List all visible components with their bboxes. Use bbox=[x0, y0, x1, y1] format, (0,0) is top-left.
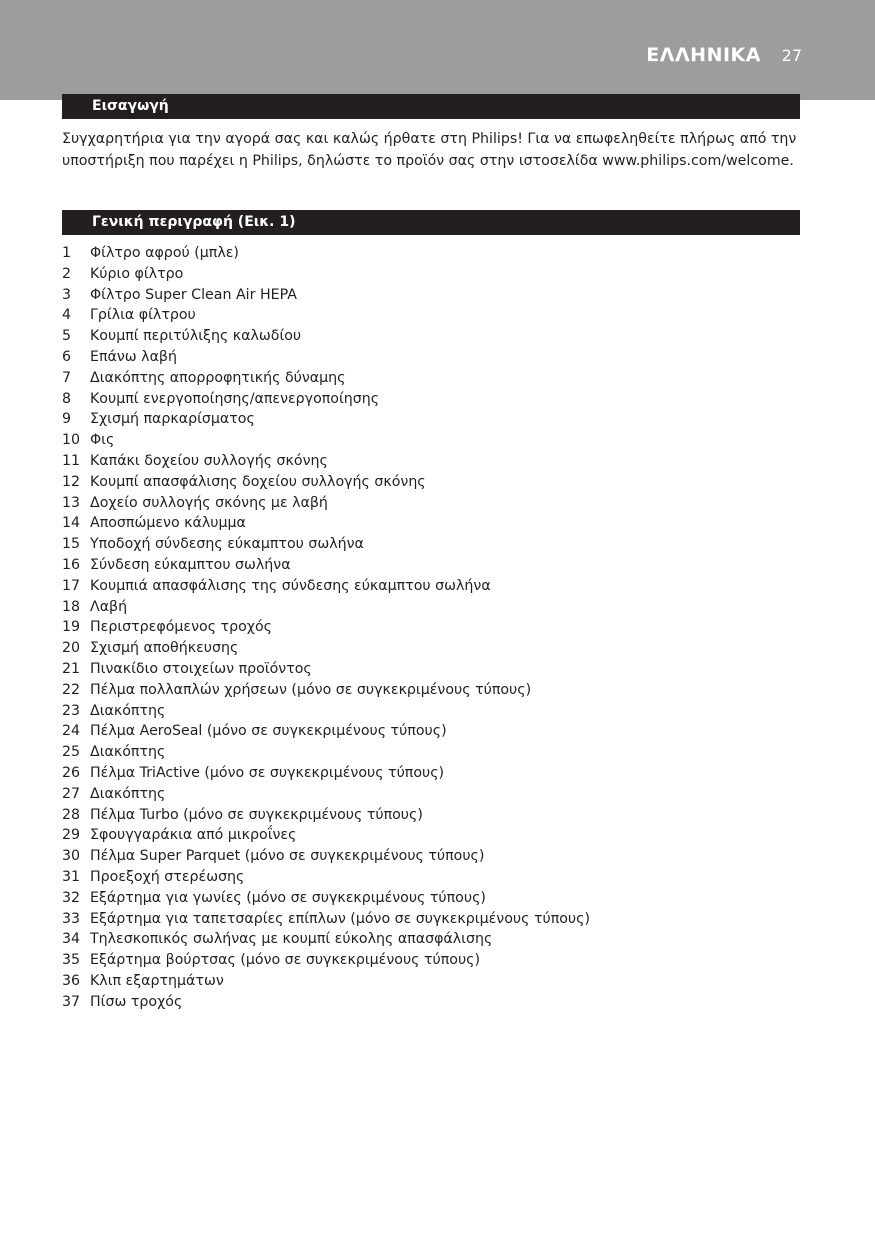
item-number: 25 bbox=[62, 744, 81, 761]
item-text: Αποσπώμενο κάλυμμα bbox=[90, 515, 246, 532]
item-text: Πινακίδιο στοιχείων προϊόντος bbox=[90, 660, 312, 677]
list-item bbox=[62, 576, 800, 597]
item-number: 9 bbox=[62, 411, 72, 428]
item-text: Σχισμή παρκαρίσματος bbox=[90, 411, 255, 428]
item-number: 3 bbox=[62, 286, 72, 303]
item-text: Πέλμα πολλαπλών χρήσεων (μόνο σε συγκεκριμένους τύπους) bbox=[90, 681, 532, 698]
list-item bbox=[62, 867, 800, 888]
item-number: 17 bbox=[62, 577, 81, 594]
list-item bbox=[62, 846, 800, 867]
item-text: Φίλτρο Super Clean Air HEPA bbox=[90, 286, 297, 303]
item-text: Φίλτρο αφρού (μπλε) bbox=[90, 245, 239, 261]
list-item bbox=[62, 472, 800, 493]
list-item bbox=[62, 285, 800, 306]
list-item bbox=[62, 389, 800, 410]
item-text: Προεξοχή στερέωσης bbox=[90, 868, 245, 885]
item-text: Περιστρεφόμενος τροχός bbox=[90, 619, 272, 636]
item-number: 34 bbox=[62, 931, 81, 948]
list-item bbox=[62, 950, 800, 971]
item-text: Διακόπτης bbox=[90, 785, 166, 802]
item-text: Κλιπ εξαρτημάτων bbox=[90, 972, 224, 989]
item-text: Δοχείο συλλογής σκόνης με λαβή bbox=[90, 494, 328, 511]
item-text: Κουμπιά απασφάλισης της σύνδεσης εύκαμπτου σωλήνα bbox=[90, 577, 491, 594]
item-text: Κουμπί απασφάλισης δοχείου συλλογής σκόνης bbox=[90, 473, 426, 490]
list-item bbox=[62, 909, 800, 930]
list-item bbox=[62, 742, 800, 763]
item-text: Σχισμή αποθήκευσης bbox=[90, 640, 239, 657]
list-item bbox=[62, 368, 800, 389]
item-text: Φις bbox=[90, 432, 115, 449]
list-item bbox=[62, 825, 800, 846]
item-text: Πέλμα Turbo (μόνο σε συγκεκριμένους τύπους) bbox=[90, 806, 423, 823]
list-item bbox=[62, 305, 800, 326]
item-text: Διακόπτης bbox=[90, 702, 166, 719]
list-item bbox=[62, 451, 800, 472]
list-item bbox=[62, 534, 800, 555]
item-number: 4 bbox=[62, 307, 72, 324]
list-item bbox=[62, 805, 800, 826]
item-number: 30 bbox=[62, 848, 81, 865]
item-text: Κύριο φίλτρο bbox=[90, 265, 184, 282]
item-number: 6 bbox=[62, 348, 72, 365]
list-item bbox=[62, 659, 800, 680]
item-text: Υποδοχή σύνδεσης εύκαμπτου σωλήνα bbox=[90, 536, 364, 553]
item-text: Κουμπί ενεργοποίησης/απενεργοποίησης bbox=[90, 390, 380, 407]
list-item bbox=[62, 347, 800, 368]
item-number: 15 bbox=[62, 536, 81, 553]
item-text: Πέλμα Super Parquet (μόνο σε συγκεκριμένους τύπους) bbox=[90, 848, 485, 865]
list-item bbox=[62, 784, 800, 805]
language-label: ΕΛΛΗΝΙΚΑ bbox=[646, 44, 761, 66]
list-item bbox=[62, 264, 800, 285]
item-number: 37 bbox=[62, 993, 81, 1010]
list-item bbox=[62, 513, 800, 534]
item-text: Διακόπτης απορροφητικής δύναμης bbox=[90, 369, 346, 386]
item-number: 29 bbox=[62, 827, 81, 844]
item-number: 10 bbox=[62, 432, 81, 449]
item-number: 1 bbox=[62, 245, 72, 261]
item-number: 36 bbox=[62, 972, 81, 989]
item-text: Επάνω λαβή bbox=[90, 348, 177, 365]
item-number: 33 bbox=[62, 910, 81, 927]
item-text: Λαβή bbox=[90, 598, 128, 615]
list-item bbox=[62, 243, 800, 264]
list-item bbox=[62, 888, 800, 909]
item-number: 31 bbox=[62, 868, 81, 885]
item-text: Πέλμα AeroSeal (μόνο σε συγκεκριμένους τύπους) bbox=[90, 723, 447, 740]
list-item bbox=[62, 763, 800, 784]
list-item bbox=[62, 701, 800, 722]
header-band bbox=[0, 0, 875, 100]
list-item bbox=[62, 992, 800, 1013]
item-number: 23 bbox=[62, 702, 81, 719]
item-text: Εξάρτημα βούρτσας (μόνο σε συγκεκριμένους τύπους) bbox=[90, 952, 481, 969]
list-item bbox=[62, 721, 800, 742]
item-number: 16 bbox=[62, 556, 81, 573]
item-number: 2 bbox=[62, 265, 72, 282]
item-number: 26 bbox=[62, 764, 81, 781]
page-number: 27 bbox=[781, 46, 802, 65]
item-number: 11 bbox=[62, 452, 81, 469]
section-heading-intro: Εισαγωγή bbox=[62, 94, 800, 119]
item-text: Πέλμα TriActive (μόνο σε συγκεκριμένους τύπους) bbox=[90, 764, 445, 781]
list-item bbox=[62, 971, 800, 992]
list-item bbox=[62, 929, 800, 950]
list-item bbox=[62, 617, 800, 638]
item-number: 13 bbox=[62, 494, 81, 511]
item-number: 8 bbox=[62, 390, 72, 407]
parts-list bbox=[62, 243, 800, 1012]
item-text: Εξάρτημα για ταπετσαρίες επίπλων (μόνο σε συγκεκριμένους τύπους) bbox=[90, 910, 590, 927]
item-number: 7 bbox=[62, 369, 72, 386]
item-number: 24 bbox=[62, 723, 81, 740]
intro-paragraph: Συγχαρητήρια για την αγορά σας και καλώς ήρθατε στη Philips! Για να επωφεληθείτε πλήρως από την υποστήριξη που παρέχει η Philips, δηλώστε το προϊόν σας στην ιστοσελίδα www.philips.com/welcome. bbox=[62, 131, 797, 169]
item-number: 28 bbox=[62, 806, 81, 823]
item-number: 19 bbox=[62, 619, 81, 636]
item-text: Πίσω τροχός bbox=[90, 993, 183, 1010]
item-number: 18 bbox=[62, 598, 81, 615]
list-item bbox=[62, 430, 800, 451]
list-item bbox=[62, 638, 800, 659]
item-text: Κουμπί περιτύλιξης καλωδίου bbox=[90, 328, 302, 345]
item-text: Τηλεσκοπικός σωλήνας με κουμπί εύκολης απασφάλισης bbox=[90, 931, 493, 948]
item-number: 20 bbox=[62, 640, 81, 657]
item-text: Σύνδεση εύκαμπτου σωλήνα bbox=[90, 556, 291, 573]
item-text: Διακόπτης bbox=[90, 744, 166, 761]
list-item bbox=[62, 597, 800, 618]
item-number: 22 bbox=[62, 681, 81, 698]
item-number: 12 bbox=[62, 473, 81, 490]
item-number: 21 bbox=[62, 660, 81, 677]
item-number: 32 bbox=[62, 889, 81, 906]
item-number: 14 bbox=[62, 515, 81, 532]
section-heading-general-description: Γενική περιγραφή (Εικ. 1) bbox=[62, 210, 800, 235]
item-number: 5 bbox=[62, 328, 72, 345]
item-text: Καπάκι δοχείου συλλογής σκόνης bbox=[90, 452, 328, 469]
item-text: Εξάρτημα για γωνίες (μόνο σε συγκεκριμένους τύπους) bbox=[90, 889, 486, 906]
list-item bbox=[62, 409, 800, 430]
list-item bbox=[62, 326, 800, 347]
item-number: 27 bbox=[62, 785, 81, 802]
item-text: Γρίλια φίλτρου bbox=[90, 307, 196, 324]
list-item bbox=[62, 680, 800, 701]
item-text: Σφουγγαράκια από μικροΐνες bbox=[90, 827, 297, 844]
list-item bbox=[62, 555, 800, 576]
list-item bbox=[62, 493, 800, 514]
item-number: 35 bbox=[62, 952, 81, 969]
